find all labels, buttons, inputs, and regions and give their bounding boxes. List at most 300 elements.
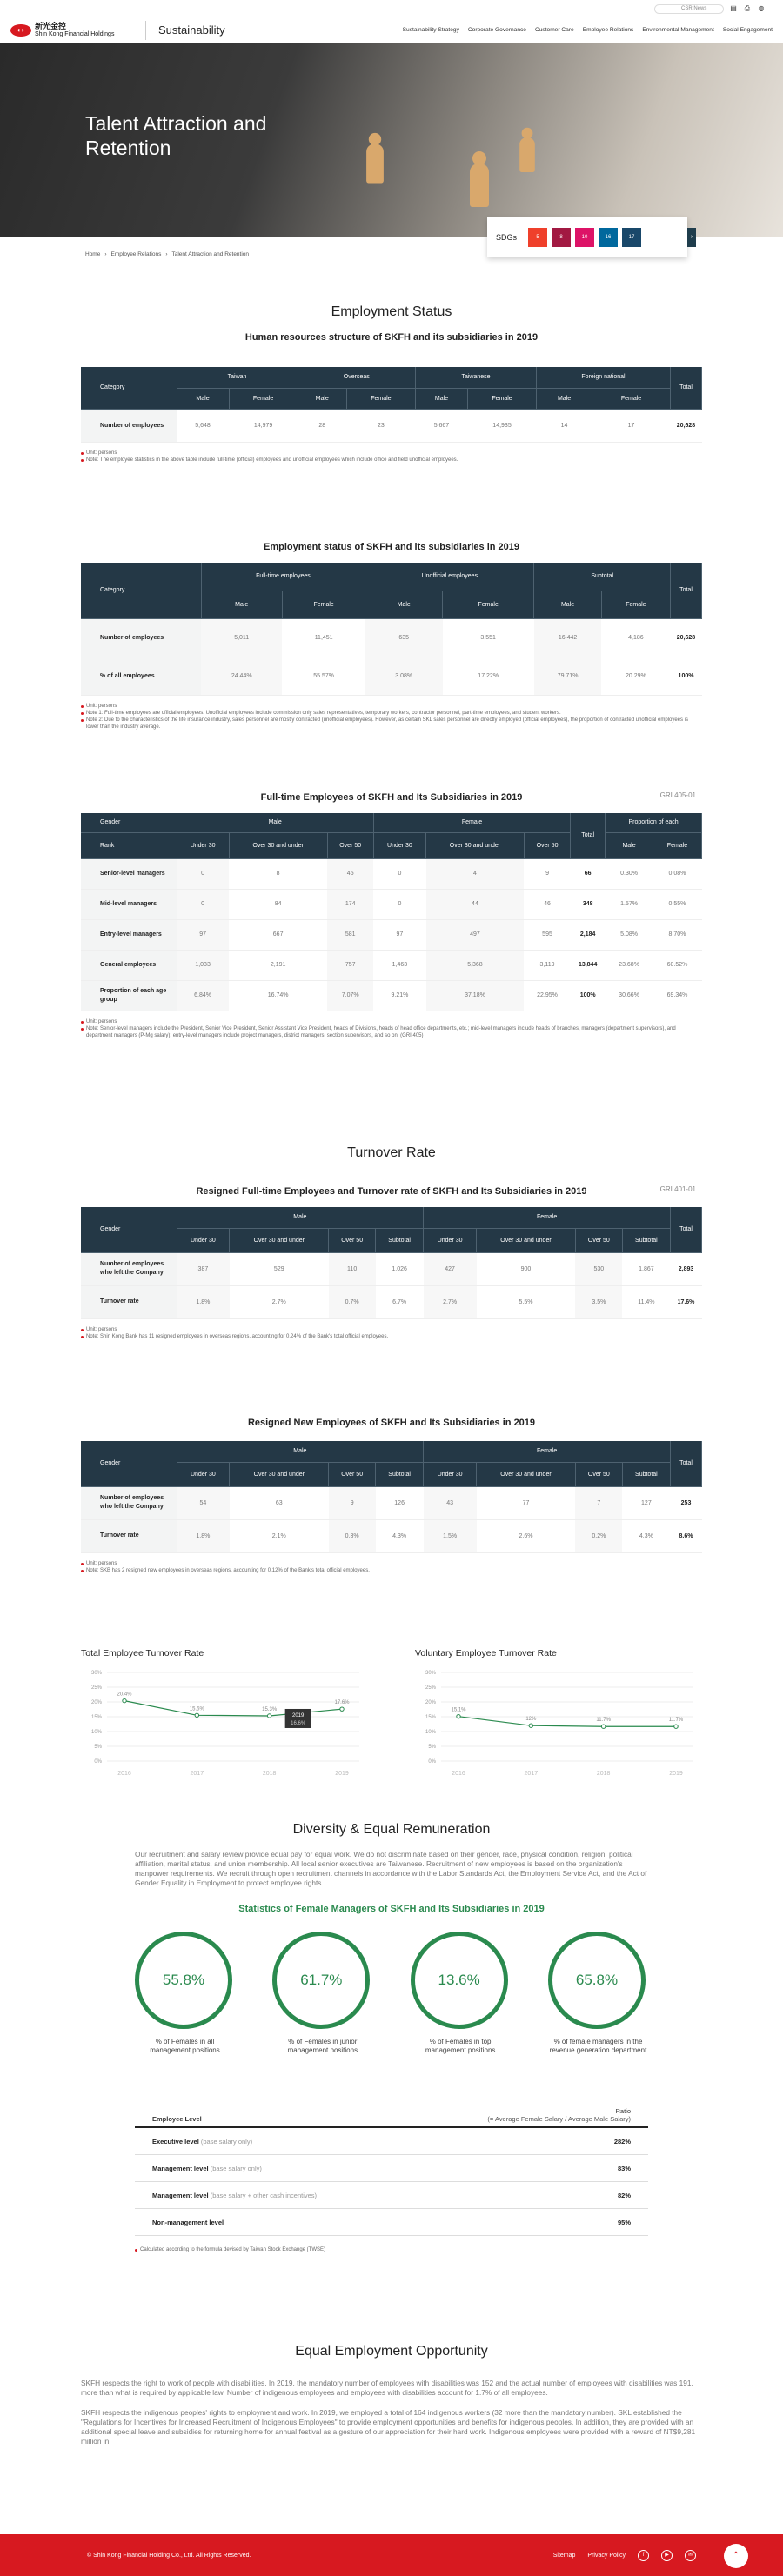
cell-value: 54 [177, 1486, 230, 1519]
ratio-footnote [135, 2246, 648, 2253]
t1-wrap [81, 367, 702, 464]
row-label: Proportion of each age group [81, 980, 177, 1011]
data-label: 15.5% [189, 1706, 204, 1712]
column-header: Over 30 and under [477, 1228, 576, 1252]
column-header: Subtotal [622, 1228, 670, 1252]
cell-value: 8 [229, 858, 327, 889]
data-label: 20.4% [117, 1692, 132, 1698]
x-tick-label: 2019 [669, 1771, 683, 1777]
y-tick-label: 25% [90, 1685, 102, 1691]
cell-value: 497 [426, 919, 525, 950]
cell-value: 1,026 [376, 1252, 424, 1285]
table-row [81, 1519, 702, 1552]
col-employee-level: Employee Level [152, 2115, 202, 2123]
column-header: Female [282, 591, 365, 618]
column-header: Male [537, 388, 592, 409]
cell-value: 2.6% [477, 1519, 576, 1552]
column-header: Male [177, 1207, 424, 1228]
data-label: 11.7% [596, 1718, 611, 1724]
cell-value: 14,979 [229, 409, 298, 442]
row-label: Number of employees who left the Company [81, 1252, 177, 1285]
y-tick-label: 30% [90, 1671, 102, 1676]
column-header: Female [373, 813, 570, 832]
cell-value: 4.3% [376, 1519, 424, 1552]
hero-title: Talent Attraction and Retention [85, 112, 267, 159]
equal-section [0, 2344, 783, 2446]
cell-value: 4,186 [601, 618, 670, 657]
cell-value: 126 [376, 1486, 424, 1519]
t4-wrap [81, 1207, 702, 1340]
employment-title: Employment Status [331, 304, 452, 319]
data-point [601, 1725, 605, 1728]
breadcrumb-item[interactable]: Employee Relations [110, 251, 162, 257]
data-point [457, 1714, 460, 1718]
tooltip-year: 2019 [291, 1712, 304, 1718]
table-note: Unit: persons [81, 450, 702, 457]
t3-title: Full-time Employees of SKFH and Its Subsidiaries in 2019 [260, 792, 523, 803]
column-header: Male [177, 813, 373, 832]
cell-value: 0 [373, 858, 425, 889]
data-point [529, 1724, 532, 1727]
equal-p1: SKFH respects the right to work of people with disabilities. In 2019, the mandatory number of employees with disabilities was 152 and the actual number of employees with disabilities was 191, more than what is required by applicable law. Number of indigenous employees and employees with disabilities account for 1.7% of all employees. [81, 2379, 693, 2397]
ratio-row [135, 2128, 648, 2155]
total-turnover-svg [81, 1665, 368, 1796]
footer-link-sitemap[interactable]: Sitemap [552, 2552, 576, 2559]
ring-label: % of Females in top management positions [425, 2038, 496, 2054]
ratio-label [152, 2165, 262, 2172]
row-label: Turnover rate [81, 1519, 177, 1552]
cell-value: 174 [327, 889, 373, 919]
data-label: 11.7% [668, 1718, 684, 1724]
row-total: 20,628 [671, 409, 702, 442]
cell-value: 14,935 [467, 409, 536, 442]
logo-mark-icon: ◖◗ [10, 24, 31, 37]
ring-value: 55.8% [135, 1932, 232, 2029]
column-header: Over 50 [575, 1228, 622, 1252]
cell-value: 20.29% [601, 657, 670, 695]
cell-value: 3,551 [443, 618, 534, 657]
x-tick-label: 2017 [190, 1771, 204, 1777]
column-header: Overseas [298, 367, 415, 388]
t5-notes [81, 1560, 702, 1574]
table-note: Unit: persons [81, 1326, 702, 1333]
header-row [81, 832, 702, 858]
cell-proportion: 0.55% [652, 889, 701, 919]
cell-value: 1.8% [177, 1519, 230, 1552]
column-header: Over 30 and under [229, 832, 327, 858]
y-tick-label: 30% [425, 1671, 436, 1676]
t3-wrap [81, 813, 702, 1039]
header-row [81, 1441, 702, 1462]
column-header: Male [177, 1441, 424, 1462]
row-total: 8.6% [671, 1519, 702, 1552]
ratio-row [135, 2209, 648, 2236]
sdg-goal-icon[interactable]: 16 [599, 228, 618, 247]
sdg-goal-icon[interactable]: 17 [622, 228, 641, 247]
column-header: Female [443, 591, 534, 618]
cell-proportion: 5.08% [606, 919, 653, 950]
column-header: Female [592, 388, 671, 409]
column-header: Under 30 [177, 832, 229, 858]
cell-value: 46 [524, 889, 570, 919]
cell-value: 5,648 [177, 409, 229, 442]
female-ratio-ring [548, 1932, 648, 2055]
breadcrumb-item[interactable]: Home [85, 251, 101, 257]
turnover-title: Turnover Rate [347, 1145, 436, 1160]
sdg-goal-icon[interactable]: 5 [528, 228, 547, 247]
column-header: Total [671, 1207, 702, 1252]
total-turnover-chart [81, 1648, 368, 1800]
col-ratio [487, 2107, 631, 2123]
row-label: Mid-level managers [81, 889, 177, 919]
x-tick-label: 2016 [117, 1771, 131, 1777]
copyright: © Shin Kong Financial Holding Co., Ltd. All Rights Reserved. [87, 2552, 251, 2559]
y-tick-label: 0% [428, 1759, 436, 1765]
globe-icon[interactable]: ◍ [758, 4, 765, 12]
sdgs-panel [487, 217, 687, 257]
level-note: (base salary only) [210, 2164, 262, 2172]
logo-cn: 新光金控 [35, 21, 67, 30]
cell-value: 3.08% [365, 657, 443, 695]
column-header: Under 30 [424, 1462, 477, 1486]
column-header: Subtotal [376, 1462, 424, 1486]
column-header: Female [346, 388, 415, 409]
breadcrumb-sep-icon: › [104, 251, 107, 257]
table-note: Note: Senior-level managers include the President, Senior Vice President, Senior Assistant Vice President, heads of Divisions, heads of head office departments, etc.; mid-level managers include heads of branches, managers (department supervisors), and department managers (P-Mg salary); entry-level managers include project managers, district managers, section supervisors, and so on. (GRI 405) [81, 1025, 702, 1039]
cell-value: 635 [365, 618, 443, 657]
column-header: Under 30 [373, 832, 425, 858]
cell-value: 3.5% [575, 1285, 622, 1318]
nav-item[interactable]: Employee Relations [582, 27, 634, 33]
level-name: Management level [152, 2164, 209, 2172]
nav-item[interactable]: Customer Care [534, 27, 574, 33]
cell-value: 37.18% [426, 980, 525, 1011]
cell-value: 45 [327, 858, 373, 889]
level-name: Management level [152, 2191, 209, 2199]
voluntary-turnover-svg [415, 1665, 702, 1796]
cell-value: 5,011 [201, 618, 282, 657]
breadcrumb-item[interactable]: Talent Attraction and Retention [171, 251, 250, 257]
cell-value: 7 [575, 1486, 622, 1519]
column-header: Taiwan [177, 367, 298, 388]
level-name: Executive level [152, 2137, 199, 2146]
ring-value: 13.6% [411, 1932, 508, 2029]
cell-value: 581 [327, 919, 373, 950]
cell-value: 28 [298, 409, 346, 442]
cell-value: 0 [177, 858, 229, 889]
cell-value: 9 [524, 858, 570, 889]
data-point [340, 1707, 344, 1711]
column-header: Subtotal [622, 1462, 670, 1486]
data-label: 12% [525, 1717, 537, 1723]
diversity-text: Our recruitment and salary review provide equal pay for equal work. We do not discriminate based on their gender, race, physical condition, religion, political affiliation, marital status, and union membership. All local senior executives are Taiwanese. Recruitment of new employees is based on the organization's manpower requirements. We recruit through open recruitment channels in accordance with the Labor Standards Act, the Employment Service Act, and the Act of Gender Equality in Employment to protect employee rights. [135, 1850, 647, 1887]
sdg-goal-icon[interactable]: 8 [552, 228, 571, 247]
y-tick-label: 25% [425, 1685, 436, 1691]
nav-item[interactable]: Social Engagement [722, 27, 773, 33]
ratio-row [135, 2155, 648, 2182]
data-point [674, 1725, 678, 1728]
column-header: Over 50 [327, 832, 373, 858]
cell-proportion: 0.08% [652, 858, 701, 889]
site-header [0, 17, 783, 43]
column-header: Rank [81, 832, 177, 858]
cell-value: 2,191 [229, 950, 327, 980]
ratio-value: 82% [617, 2191, 631, 2199]
female-managers-title: Statistics of Female Managers of SKFH and Its Subsidiaries in 2019 [238, 1904, 545, 1914]
column-header: Subtotal [534, 563, 671, 591]
cell-value: 43 [424, 1486, 477, 1519]
cell-value: 5,667 [415, 409, 467, 442]
table-note: Unit: persons [81, 1560, 702, 1567]
female-ratio-ring [411, 1932, 511, 2055]
cell-proportion: 69.34% [652, 980, 701, 1011]
cell-proportion: 0.30% [606, 858, 653, 889]
cell-value: 97 [373, 919, 425, 950]
footnote-text: Calculated according to the formula devised by Taiwan Stock Exchange (TWSE) [135, 2246, 648, 2253]
table-row [81, 409, 702, 442]
y-tick-label: 20% [90, 1700, 102, 1705]
t5-wrap [81, 1441, 702, 1574]
table-row [81, 889, 702, 919]
row-total: 17.6% [671, 1285, 702, 1318]
employment-status-table [81, 563, 702, 696]
column-header: Under 30 [177, 1462, 230, 1486]
cell-value: 127 [622, 1486, 670, 1519]
y-tick-label: 15% [90, 1715, 102, 1720]
cell-value: 0.3% [329, 1519, 376, 1552]
ratio-value: 282% [613, 2137, 631, 2146]
column-header: Total [671, 367, 702, 409]
cell-value: 16.74% [229, 980, 327, 1011]
cell-value: 14 [537, 409, 592, 442]
row-label: Turnover rate [81, 1285, 177, 1318]
column-header: Category [81, 367, 177, 409]
hr-structure-table [81, 367, 702, 443]
company-logo[interactable] [10, 23, 145, 38]
cell-value: 110 [329, 1252, 376, 1285]
cell-value: 667 [229, 919, 327, 950]
chart-title: Total Employee Turnover Rate [81, 1648, 204, 1658]
nav-item[interactable]: Environmental Management [642, 27, 714, 33]
column-header: Subtotal [376, 1228, 424, 1252]
table-row [81, 1252, 702, 1285]
column-header: Female [229, 388, 298, 409]
breadcrumb-sep-icon: › [165, 251, 168, 257]
cell-value: 757 [327, 950, 373, 980]
column-header: Over 50 [575, 1462, 622, 1486]
sdg-goal-icon[interactable]: 10 [575, 228, 594, 247]
y-tick-label: 10% [90, 1730, 102, 1735]
row-total: 253 [671, 1486, 702, 1519]
figure-decor [519, 137, 535, 172]
cell-value: 1,033 [177, 950, 229, 980]
turnover-charts [81, 1648, 702, 1800]
cell-value: 1.5% [424, 1519, 477, 1552]
cell-value: 3,119 [524, 950, 570, 980]
salary-ratio-table [135, 2107, 648, 2253]
t4-notes [81, 1326, 702, 1340]
row-total: 2,184 [571, 919, 606, 950]
column-header: Female [652, 832, 701, 858]
column-header: Female [601, 591, 670, 618]
cell-proportion: 1.57% [606, 889, 653, 919]
data-label: 15.1% [451, 1707, 466, 1713]
cell-value: 900 [477, 1252, 576, 1285]
cell-value: 0.2% [575, 1519, 622, 1552]
column-header: Over 30 and under [230, 1462, 329, 1486]
column-header: Taiwanese [415, 367, 536, 388]
main-nav [403, 27, 773, 33]
column-header: Total [671, 563, 702, 618]
x-tick-label: 2019 [335, 1771, 349, 1777]
row-total: 66 [571, 858, 606, 889]
column-header: Full-time employees [201, 563, 365, 591]
cell-value: 23 [346, 409, 415, 442]
facebook-icon[interactable]: f [638, 2550, 649, 2561]
cell-proportion: 30.66% [606, 980, 653, 1011]
col-ratio-formula: (= Average Female Salary / Average Male Salary) [487, 2115, 631, 2123]
table-note: Note: SKB has 2 resigned new employees in overseas regions, accounting for 0.12% of the Bank's total official employees. [81, 1567, 702, 1574]
y-tick-label: 10% [425, 1730, 436, 1735]
cell-value: 0 [373, 889, 425, 919]
diversity-section [0, 1822, 783, 2253]
cell-value: 1,463 [373, 950, 425, 980]
cell-proportion: 8.70% [652, 919, 701, 950]
ring-label: % of Females in all management positions [150, 2038, 220, 2054]
cell-value: 9.21% [373, 980, 425, 1011]
cell-value: 530 [575, 1252, 622, 1285]
column-header: Female [424, 1441, 671, 1462]
column-header: Unofficial employees [365, 563, 534, 591]
top-utility-bar [0, 0, 783, 17]
print-icon[interactable]: ⎙ [744, 4, 751, 12]
ratio-row [135, 2182, 648, 2209]
row-label: Senior-level managers [81, 858, 177, 889]
t1-notes [81, 450, 702, 464]
ratio-label [152, 2138, 252, 2146]
cell-value: 5.5% [477, 1285, 576, 1318]
column-header: Male [415, 388, 467, 409]
cell-value: 63 [230, 1486, 329, 1519]
column-header: Over 50 [329, 1462, 376, 1486]
chart-title: Voluntary Employee Turnover Rate [415, 1648, 557, 1658]
t3-gri-tag: GRI 405-01 [659, 791, 696, 799]
column-header: Gender [81, 1207, 177, 1252]
column-header: Gender [81, 1441, 177, 1486]
ring-label: % of female managers in the revenue generation department [549, 2038, 647, 2054]
column-header: Male [177, 388, 229, 409]
site-title[interactable]: Sustainability [145, 21, 225, 40]
column-header: Proportion of each [606, 813, 702, 832]
cell-value: 387 [177, 1252, 230, 1285]
cell-value: 9 [329, 1486, 376, 1519]
t5-title: Resigned New Employees of SKFH and Its Subsidiaries in 2019 [247, 1418, 536, 1428]
row-total: 100% [571, 980, 606, 1011]
column-header: Over 30 and under [426, 832, 525, 858]
t2-wrap [81, 563, 702, 731]
column-header: Gender [81, 813, 177, 832]
table-row [81, 657, 702, 695]
employment-section [0, 304, 783, 343]
table-note: Note 2: Due to the characteristics of the life insurance industry, sales personnel are mostly contracted (unofficial employees). However, as certain SKL sales personnel are directly employed (official employees), the proportion of contracted unofficial employees is lower than the industry average. [81, 717, 702, 731]
row-label: % of all employees [81, 657, 201, 695]
ring-value: 61.7% [272, 1932, 370, 2029]
document-icon[interactable]: ▤ [730, 4, 737, 12]
table-row [81, 1285, 702, 1318]
ratio-header [135, 2107, 648, 2128]
ratio-value: 95% [617, 2218, 631, 2226]
cell-value: 427 [424, 1252, 477, 1285]
csr-news-search[interactable]: CSR News [654, 4, 724, 14]
column-header: Foreign national [537, 367, 671, 388]
youtube-icon[interactable]: ▶ [661, 2550, 673, 2561]
cell-value: 79.71% [534, 657, 601, 695]
column-header: Female [467, 388, 536, 409]
x-tick-label: 2018 [262, 1771, 277, 1777]
back-to-top-icon[interactable]: ⌃ [724, 2544, 748, 2568]
cell-value: 77 [477, 1486, 576, 1519]
column-header: Female [424, 1207, 671, 1228]
cell-value: 55.57% [282, 657, 365, 695]
t2-notes [81, 703, 702, 731]
table-note: Note 1: Full-time employees are official employees. Unofficial employees include commission only sales representatives, temporary workers, contractor personnel, part-time employees, and student workers. [81, 710, 702, 717]
y-tick-label: 15% [425, 1715, 436, 1720]
tooltip-value: 16.6% [291, 1720, 306, 1726]
row-label: Number of employees who left the Company [81, 1486, 177, 1519]
nav-item[interactable]: Sustainability Strategy [402, 27, 459, 33]
sdgs-toggle-icon[interactable]: › [687, 228, 696, 247]
y-tick-label: 5% [94, 1745, 102, 1750]
column-header: Over 50 [524, 832, 570, 858]
cell-value: 97 [177, 919, 229, 950]
row-label: Number of employees [81, 409, 177, 442]
cell-value: 2.7% [424, 1285, 477, 1318]
header-row [81, 813, 702, 832]
cell-value: 1.8% [177, 1285, 230, 1318]
footer-link-privacy[interactable]: Privacy Policy [587, 2552, 626, 2559]
table-row [81, 919, 702, 950]
cell-value: 17.22% [443, 657, 534, 695]
t3-notes [81, 1018, 702, 1039]
data-label: 15.3% [262, 1706, 278, 1712]
table-note: Note: The employee statistics in the above table include full-time (official) employees and unofficial employees which include office and field unofficial employees. [81, 457, 702, 464]
sdgs-label: SDGs [496, 233, 518, 242]
table-row [81, 858, 702, 889]
column-header: Total [571, 813, 606, 858]
table-row [81, 950, 702, 980]
hero-banner [0, 43, 783, 237]
cell-value: 1,867 [622, 1252, 670, 1285]
data-point [123, 1698, 126, 1702]
table-note: Unit: persons [81, 703, 702, 710]
ratio-value: 83% [617, 2164, 631, 2172]
cell-value: 595 [524, 919, 570, 950]
column-header: Male [365, 591, 443, 618]
female-ratio-ring [272, 1932, 372, 2055]
line-icon[interactable]: ✉ [685, 2550, 696, 2561]
voluntary-turnover-chart [415, 1648, 702, 1800]
level-name: Non-management level [152, 2218, 224, 2226]
x-tick-label: 2018 [596, 1771, 611, 1777]
nav-item[interactable]: Corporate Governance [467, 27, 526, 33]
data-point [195, 1713, 198, 1717]
cell-value: 7.07% [327, 980, 373, 1011]
y-tick-label: 0% [94, 1759, 102, 1765]
cell-value: 529 [230, 1252, 329, 1285]
cell-value: 24.44% [201, 657, 282, 695]
fulltime-employees-table [81, 813, 702, 1011]
cell-value: 84 [229, 889, 327, 919]
